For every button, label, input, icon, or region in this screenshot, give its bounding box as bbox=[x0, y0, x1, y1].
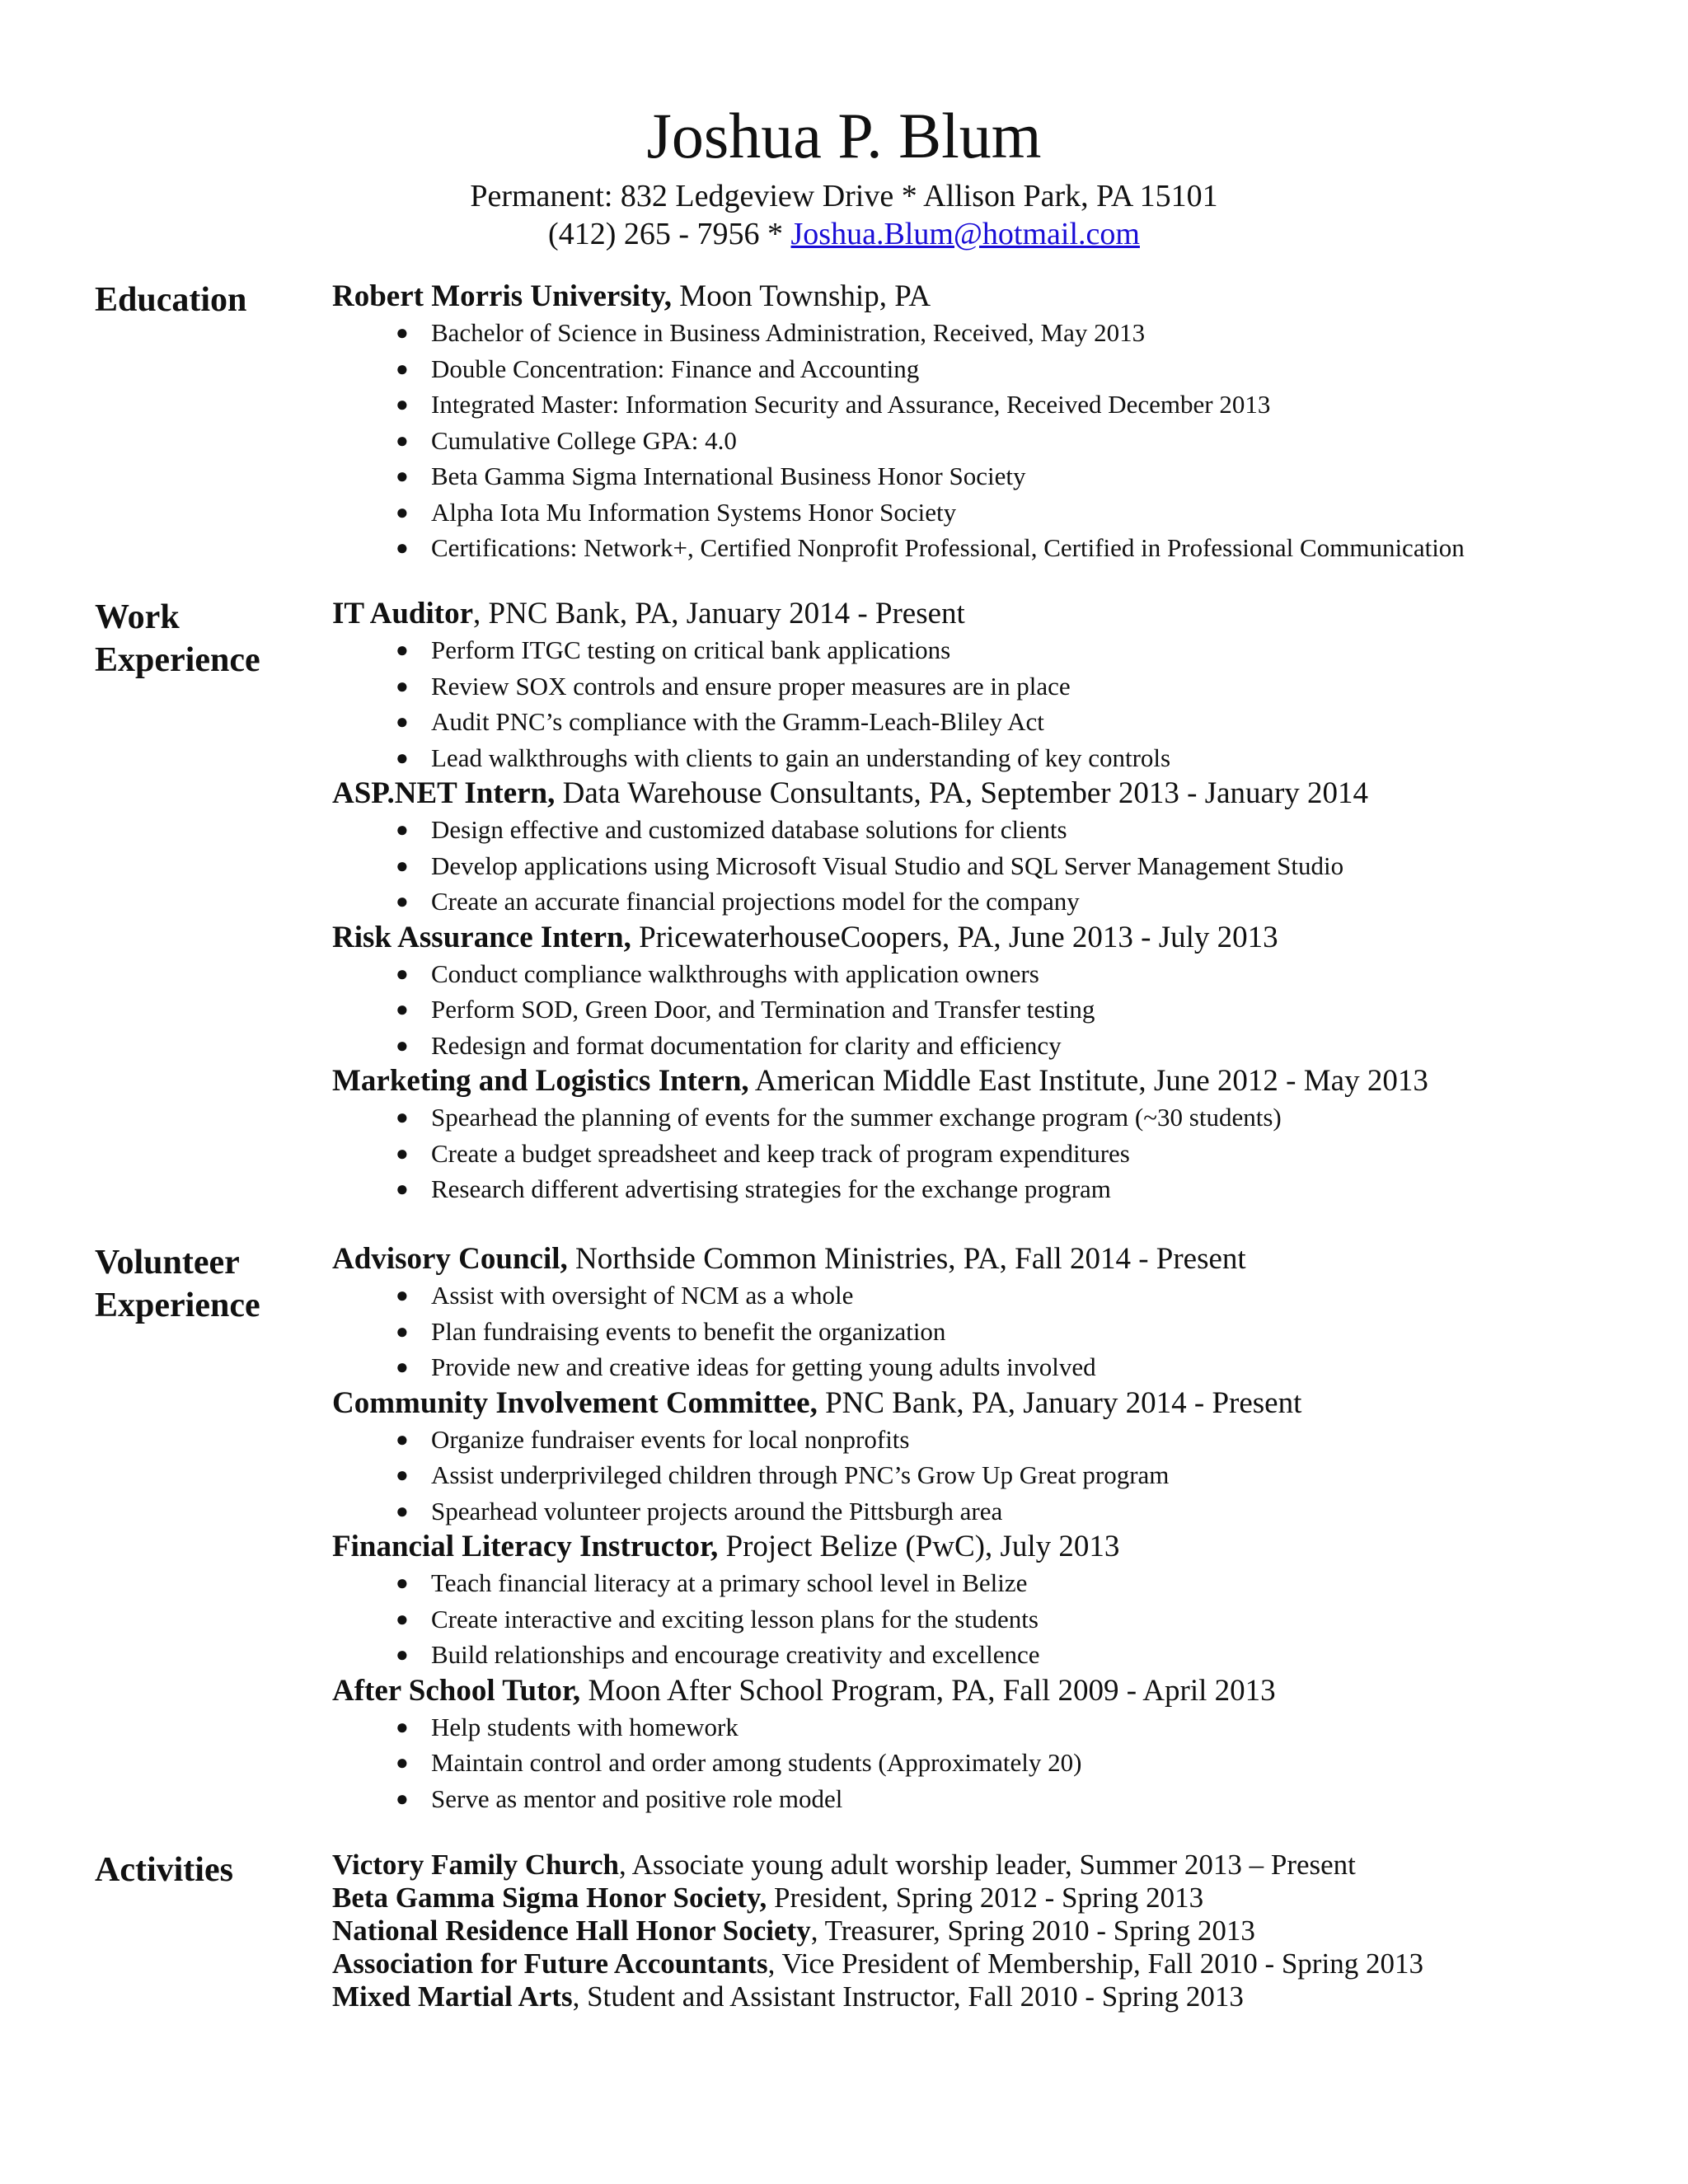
activity-item: Mixed Martial Arts, Student and Assistant Instructor, Fall 2010 - Spring 2013 bbox=[332, 1980, 1244, 2013]
bullet-icon: ● bbox=[396, 673, 409, 698]
volunteer-entry-community-committee bbox=[332, 1385, 1618, 1530]
email-link[interactable]: Joshua.Blum@hotmail.com bbox=[790, 217, 1140, 251]
bullet-icon: ● bbox=[396, 1498, 409, 1523]
bullet-icon: ● bbox=[396, 1750, 409, 1774]
list-item: ● Review SOX controls and ensure proper measures are in place bbox=[332, 668, 1618, 705]
list-item: ● Research different advertising strategies for the exchange program bbox=[332, 1171, 1618, 1207]
candidate-name: Joshua P. Blum bbox=[646, 100, 1042, 171]
list-item: ● Create a budget spreadsheet and keep track of program expenditures bbox=[332, 1136, 1618, 1172]
bullet-icon: ● bbox=[396, 1427, 409, 1451]
bullet-icon: ● bbox=[396, 1714, 409, 1739]
work-experience-heading: Work Experience bbox=[95, 598, 260, 679]
bullet-icon: ● bbox=[396, 638, 409, 662]
bullet-icon: ● bbox=[396, 710, 409, 733]
list-item: ● Redesign and format documentation for clarity and efficiency bbox=[332, 1028, 1618, 1064]
list-item: ● Perform ITGC testing on critical bank applications bbox=[332, 632, 1618, 668]
entry-heading: Risk Assurance Intern, PricewaterhouseCoopers, PA, June 2013 - July 2013 bbox=[332, 920, 1278, 954]
activities-heading: Activities bbox=[95, 1851, 233, 1889]
resume-header bbox=[0, 95, 1688, 253]
bullet-icon: ● bbox=[396, 853, 409, 878]
list-item: ● Lead walkthroughs with clients to gain an understanding of key controls bbox=[332, 740, 1618, 776]
list-item: ● Integrated Master: Information Security and Assurance, Received December 2013 bbox=[332, 387, 1618, 423]
bullet-icon: ● bbox=[396, 1319, 409, 1343]
entry-heading: IT Auditor, PNC Bank, PA, January 2014 - Present bbox=[332, 597, 965, 630]
list-item: ● Bachelor of Science in Business Administration, Received, May 2013 bbox=[332, 315, 1618, 351]
bullet-icon: ● bbox=[396, 818, 409, 841]
list-item: ● Assist underprivileged children through PNC’s Grow Up Great program bbox=[332, 1457, 1618, 1493]
entry-heading: ASP.NET Intern, Data Warehouse Consultants, PA, September 2013 - January 2014 bbox=[332, 776, 1369, 810]
list-item: ● Cumulative College GPA: 4.0 bbox=[332, 423, 1618, 459]
volunteer-entry-advisory-council bbox=[332, 1241, 1618, 1385]
list-item: ● Spearhead volunteer projects around the Pittsburgh area bbox=[332, 1493, 1618, 1530]
activities-body bbox=[332, 1849, 1618, 2013]
list-item: ● Organize fundraiser events for local nonprofits bbox=[332, 1422, 1618, 1458]
bullet-icon: ● bbox=[396, 1463, 409, 1487]
bullet-icon: ● bbox=[396, 536, 409, 560]
education-heading: Education bbox=[95, 281, 247, 319]
bullet-icon: ● bbox=[396, 1141, 409, 1165]
list-item: ● Build relationships and encourage creativity and excellence bbox=[332, 1637, 1618, 1673]
volunteer-entry-after-school-tutor bbox=[332, 1673, 1618, 1817]
volunteer-entry-financial-literacy bbox=[332, 1529, 1618, 1673]
list-item: ● Spearhead the planning of events for the summer exchange program (~30 students) bbox=[332, 1099, 1618, 1136]
bullet-icon: ● bbox=[396, 392, 409, 416]
activity-item: Association for Future Accountants, Vice President of Membership, Fall 2010 - Spring 2013 bbox=[332, 1947, 1423, 1980]
bullet-icon: ● bbox=[396, 356, 409, 381]
education-entry-heading bbox=[332, 279, 1618, 315]
activity-item: National Residence Hall Honor Society, Treasurer, Spring 2010 - Spring 2013 bbox=[332, 1915, 1255, 1947]
bullet-icon: ● bbox=[396, 1033, 409, 1057]
education-bullets bbox=[332, 315, 1618, 566]
work-entry-aspnet-intern bbox=[332, 776, 1618, 920]
list-item: ● Audit PNC’s compliance with the Gramm-Leach-Bliley Act bbox=[332, 704, 1618, 740]
list-item: ● Conduct compliance walkthroughs with application owners bbox=[332, 956, 1618, 992]
list-item: ● Beta Gamma Sigma International Business Honor Society bbox=[332, 458, 1618, 494]
list-item: ● Perform SOD, Green Door, and Termination and Transfer testing bbox=[332, 991, 1618, 1028]
bullet-icon: ● bbox=[396, 321, 409, 344]
list-item: ● Alpha Iota Mu Information Systems Honor Society bbox=[332, 494, 1618, 531]
bullet-icon: ● bbox=[396, 961, 409, 986]
list-item: ● Provide new and creative ideas for getting young adults involved bbox=[332, 1349, 1618, 1385]
entry-heading: Advisory Council, Northside Common Ministries, PA, Fall 2014 - Present bbox=[332, 1242, 1246, 1276]
bullet-icon: ● bbox=[396, 889, 409, 913]
list-item: ● Certifications: Network+, Certified Nonprofit Professional, Certified in Professional Communication bbox=[332, 530, 1618, 566]
bullet-icon: ● bbox=[396, 464, 409, 488]
school-name: Robert Morris University, bbox=[332, 279, 673, 313]
list-item: ● Create an accurate financial projections model for the company bbox=[332, 883, 1618, 920]
entry-heading: Financial Literacy Instructor, Project Belize (PwC), July 2013 bbox=[332, 1530, 1120, 1563]
list-item: ● Teach financial literacy at a primary school level in Belize bbox=[332, 1565, 1618, 1601]
list-item: ● Design effective and customized database solutions for clients bbox=[332, 812, 1618, 848]
list-item: ● Assist with oversight of NCM as a whole bbox=[332, 1277, 1618, 1314]
bullet-icon: ● bbox=[396, 1355, 409, 1379]
list-item: ● Help students with homework bbox=[332, 1709, 1618, 1746]
list-item: ● Create interactive and exciting lesson plans for the students bbox=[332, 1601, 1618, 1638]
list-item: ● Plan fundraising events to benefit the organization bbox=[332, 1314, 1618, 1350]
bullet-icon: ● bbox=[396, 1786, 409, 1811]
bullet-icon: ● bbox=[396, 745, 409, 770]
bullet-icon: ● bbox=[396, 499, 409, 524]
activity-item: Victory Family Church, Associate young adult worship leader, Summer 2013 – Present bbox=[332, 1849, 1356, 1881]
bullet-icon: ● bbox=[396, 428, 409, 452]
bullet-icon: ● bbox=[396, 997, 409, 1021]
address-line: Permanent: 832 Ledgeview Drive * Allison Park, PA 15101 bbox=[470, 179, 1218, 213]
bullet-icon: ● bbox=[396, 1606, 409, 1631]
bullet-icon: ● bbox=[396, 1105, 409, 1129]
entry-heading: After School Tutor, Moon After School Program, PA, Fall 2009 - April 2013 bbox=[332, 1673, 1276, 1708]
education-body bbox=[332, 279, 1618, 566]
work-entry-risk-assurance-intern bbox=[332, 920, 1618, 1064]
activity-item: Beta Gamma Sigma Honor Society, President, Spring 2012 - Spring 2013 bbox=[332, 1882, 1204, 1914]
bullet-icon: ● bbox=[396, 1571, 409, 1595]
school-location: Moon Township, PA bbox=[672, 279, 931, 313]
bullet-icon: ● bbox=[396, 1283, 409, 1307]
work-experience-body bbox=[332, 596, 1618, 1207]
list-item: ● Serve as mentor and positive role model bbox=[332, 1781, 1618, 1817]
work-entry-it-auditor bbox=[332, 596, 1618, 776]
list-item: ● Double Concentration: Finance and Accounting bbox=[332, 351, 1618, 387]
entry-heading: Marketing and Logistics Intern, American Middle East Institute, June 2012 - May 2013 bbox=[332, 1064, 1428, 1098]
work-entry-marketing-intern bbox=[332, 1063, 1618, 1207]
bullet-icon: ● bbox=[396, 1177, 409, 1201]
entry-heading: Community Involvement Committee, PNC Bank, PA, January 2014 - Present bbox=[332, 1385, 1302, 1420]
phone-email-line bbox=[0, 215, 1688, 253]
bullet-icon: ● bbox=[396, 1643, 409, 1666]
volunteer-experience-heading: Volunteer Experience bbox=[95, 1244, 260, 1324]
volunteer-experience-body bbox=[332, 1241, 1618, 1816]
list-item: ● Maintain control and order among students (Approximately 20) bbox=[332, 1745, 1618, 1781]
phone-number: (412) 265 - 7956 * bbox=[548, 217, 791, 251]
list-item: ● Develop applications using Microsoft Visual Studio and SQL Server Management Studio bbox=[332, 848, 1618, 884]
